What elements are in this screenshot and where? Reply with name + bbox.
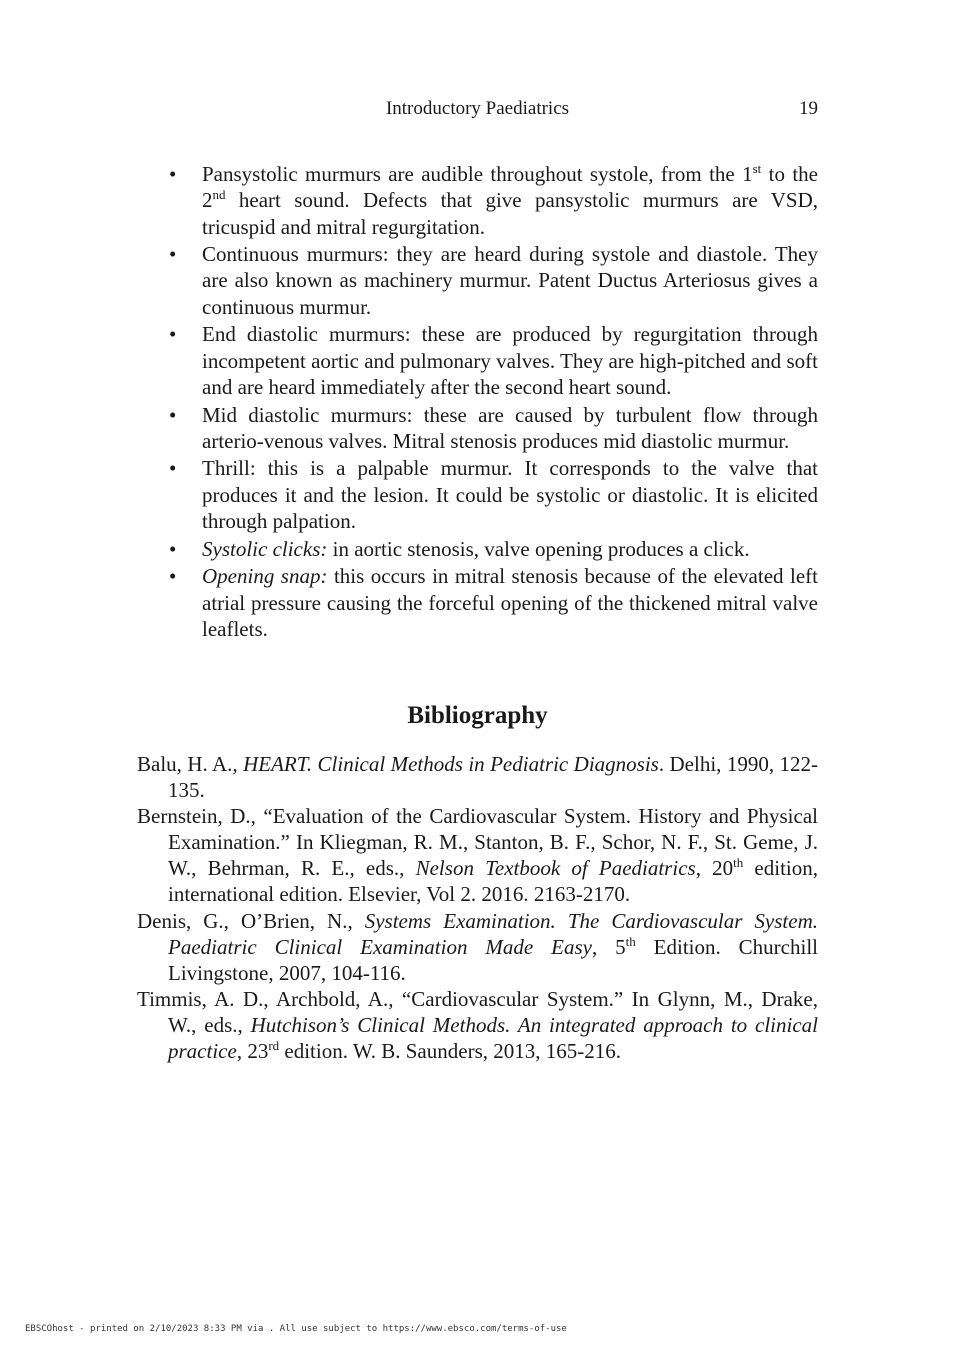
bullet-text: End diastolic murmurs: these are produced by regurgitation through incompetent aortic and pulmonary valves. They are high-pitched and soft and are heard immediately after the second heart sound. (202, 322, 818, 399)
bullet-marker: • (169, 564, 177, 589)
bullet-marker: • (169, 242, 177, 267)
bullet-systolic-clicks (137, 536, 818, 562)
bullet-end-diastolic (137, 321, 818, 400)
reference-text: , 5 (591, 934, 626, 959)
bullet-marker: • (169, 456, 177, 481)
bullet-text: Pansystolic murmurs are audible throughout systole, from the 1 (202, 162, 753, 186)
reference-text: Balu, H. A., (137, 752, 244, 776)
reference-title: Hutchison’s Clinical Methods. An integrated approach to clinical practice (168, 1012, 818, 1064)
superscript: th (625, 933, 636, 949)
reference-text: , 23 (236, 1039, 269, 1064)
bullet-marker: • (169, 402, 177, 427)
reference-title: Systems Examination. The Cardiovascular System. Paediatric Clinical Examination Made Easy (168, 908, 818, 959)
bullet-pansystolic (137, 161, 818, 240)
murmur-bullet-list (137, 161, 818, 642)
reference-timmis (137, 986, 818, 1064)
bullet-text: Thrill: this is a palpable murmur. It corresponds to the valve that produces it and the lesion. It could be systolic or diastolic. It is elicited through palpation. (202, 456, 818, 534)
reference-text: . Delhi, 1990, 122-135. (168, 752, 818, 803)
reference-text: Denis, G., O’Brien, N., (137, 908, 365, 933)
bibliography-heading: Bibliography (407, 702, 548, 729)
bullet-text: in aortic stenosis, valve opening produces a click. (327, 536, 750, 561)
superscript: nd (212, 187, 226, 203)
superscript: th (733, 855, 744, 871)
bullet-marker: • (169, 162, 177, 186)
reference-title: HEART. Clinical Methods in Pediatric Diagnosis (243, 752, 659, 776)
running-title: Introductory Paediatrics (385, 98, 570, 119)
reference-text: Timmis, A. D., Archbold, A., “Cardiovascular System.” In Glynn, M., Drake, W., eds., (137, 986, 818, 1037)
reference-bernstein (137, 803, 818, 907)
superscript: rd (268, 1038, 280, 1054)
bullet-opening-snap (137, 563, 818, 642)
bullet-text: heart sound. Defects that give pansystolic murmurs are VSD, tricuspid and mitral regurgitation. (202, 188, 818, 239)
reference-text: edition, international edition. Elsevier, Vol 2. 2016. 2163-2170. (168, 856, 819, 907)
reference-text: Bernstein, D., “Evaluation of the Cardiovascular System. History and Physical Examination.” In Kliegman, R. M., Stanton, B. F., Schor, N. F., St. Geme, J. W., Behrman, R. E., eds., (137, 804, 818, 881)
print-footer: EBSCOhost - printed on 2/10/2023 8:33 PM via . All use subject to https://www.ebsco.com/terms-of-use (25, 1324, 567, 1334)
reference-text: Edition. Churchill Livingstone, 2007, 104-116. (168, 934, 818, 985)
running-header (137, 97, 818, 123)
reference-denis (137, 908, 818, 986)
bibliography-list (137, 751, 818, 1064)
bullet-marker: • (169, 536, 177, 561)
bullet-thrill (137, 455, 818, 534)
superscript: st (752, 161, 762, 176)
bullet-text: Mid diastolic murmurs: these are caused by turbulent flow through arterio-venous valves. Mitral stenosis produces mid diastolic murmur. (202, 402, 818, 453)
page-number: 19 (799, 98, 818, 119)
bullet-lead-term: Systolic clicks: (202, 536, 328, 561)
reference-text: , 20 (695, 856, 734, 881)
bullet-text: to the 2 (202, 162, 818, 213)
bullet-lead-term: Opening snap: (202, 564, 328, 589)
bullet-text: Continuous murmurs: they are heard during systole and diastole. They are also known as machinery murmur. Patent Ductus Arteriosus gives a continuous murmur. (202, 242, 818, 319)
bullet-continuous (137, 241, 818, 320)
reference-text: edition. W. B. Saunders, 2013, 165-216. (279, 1039, 621, 1064)
bullet-text: this occurs in mitral stenosis because of the elevated left atrial pressure causing the forceful opening of the thickened mitral valve leaflets. (202, 564, 818, 641)
bullet-marker: • (169, 322, 177, 347)
reference-balu (137, 751, 818, 803)
bullet-mid-diastolic (137, 402, 818, 455)
reference-title: Nelson Textbook of Paediatrics (415, 856, 696, 881)
